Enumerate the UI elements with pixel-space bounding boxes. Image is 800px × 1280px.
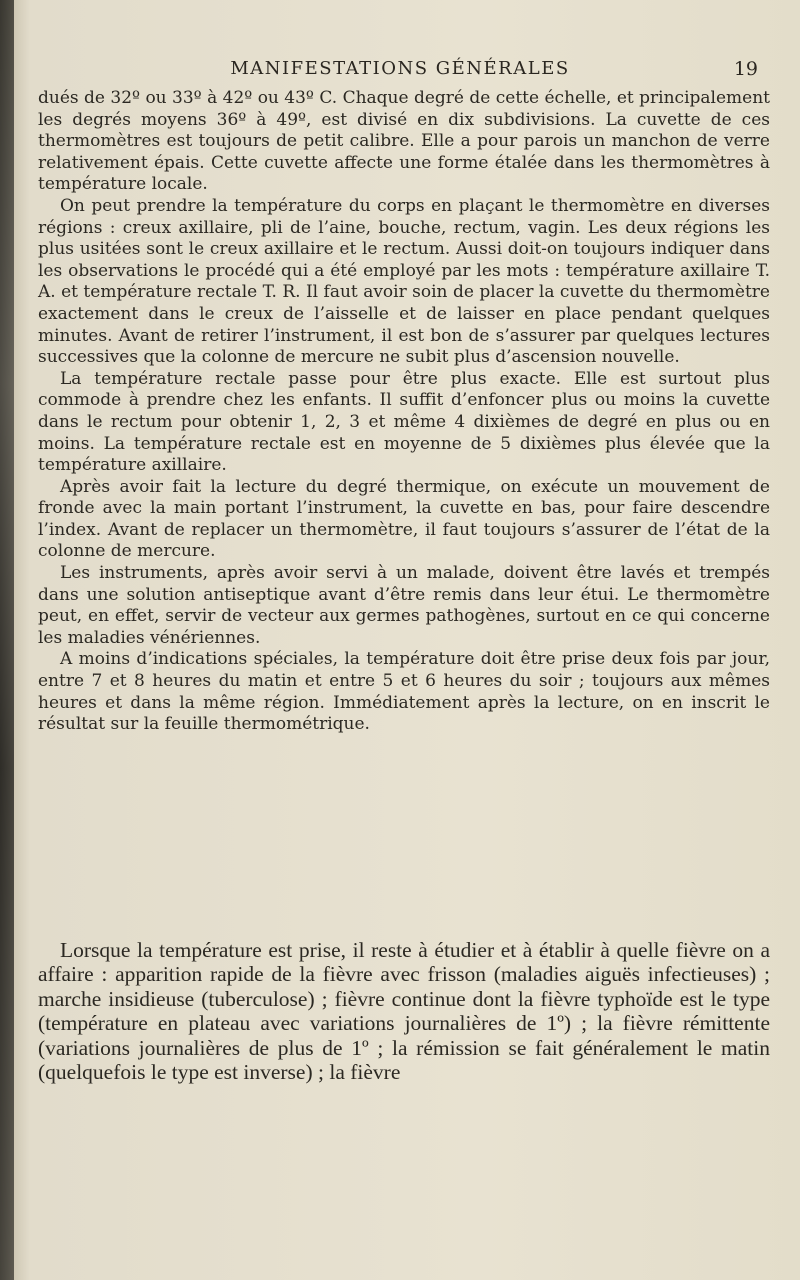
body-text-large	[38, 938, 770, 1084]
book-spine-shadow	[0, 0, 14, 1280]
body-text-small	[38, 88, 770, 736]
running-title: MANIFESTATIONS GÉNÉRALES	[230, 58, 570, 79]
paragraph: Après avoir fait la lecture du degré thermique, on exécute un mouvement de fronde avec la main portant l’instrument, la cuvette en bas, pour faire descendre l’index. Avant de replacer un thermomètre, il faut toujours s’assurer de l’état de la colonne de mercure.	[38, 476, 770, 562]
paragraph: Les instruments, après avoir servi à un malade, doivent être lavés et trempés dans une solution antiseptique avant d’être remis dans leur étui. Le thermomètre peut, en effet, servir de vecteur aux germes pathogènes, surtout en ce qui concerne les maladies vénériennes.	[38, 563, 770, 648]
paragraph: dués de 32º ou 33º à 42º ou 43º C. Chaque degré de cette échelle, et principalement les degrés moyens 36º à 49º, est divisé en dix subdivisions. La cuvette de ces thermomètres est toujours de petit calibre. Elle a pour parois un manchon de verre relativement épais. Cette cuvette affecte une forme étalée dans les thermomètres à température locale.	[38, 88, 770, 195]
paragraph: A moins d’indications spéciales, la température doit être prise deux fois par jour, entre 7 et 8 heures du matin et entre 5 et 6 heures du soir ; toujours aux mêmes heures et dans la même région. Immédiatement après la lecture, on en inscrit le résultat sur la feuille thermométrique.	[38, 649, 770, 735]
page-number: 19	[733, 58, 758, 80]
running-head	[38, 58, 762, 86]
paragraph: On peut prendre la température du corps en plaçant le thermomètre en diverses régions : creux axillaire, pli de l’aine, bouche, rectum, vagin. Les deux régions les plus usitées sont le creux axillaire et le rectum. Aussi doit-on toujours indiquer dans les observations le procédé qui a été employé par les mots : température axillaire T. A. et température rectale T. R. Il faut avoir soin de placer la cuvette du thermomètre exactement dans le creux de l’aisselle et de laisser en place pendant quelques minutes. Avant de retirer l’instrument, il est bon de s’assurer par quelques lectures successives que la colonne de mercure ne subit plus d’ascension nouvelle.	[38, 195, 770, 368]
paragraph: Lorsque la température est prise, il reste à étudier et à établir à quelle fièvre on a affaire : apparition rapide de la fièvre avec frisson (maladies aiguës infectieuses) ; marche insidieuse (tuberculose) ; fièvre continue dont la fièvre typhoïde est le type (température en plateau avec variations journalières de 1º) ; la fièvre rémittente (variations journalières de plus de 1º ; la rémission se fait généralement le matin (quelquefois le type est inverse) ; la fièvre	[38, 938, 770, 1085]
paragraph: La température rectale passe pour être plus exacte. Elle est surtout plus commode à prendre chez les enfants. Il suffit d’enfoncer plus ou moins la cuvette dans le rectum pour obtenir 1, 2, 3 et même 4 dixièmes de degré en plus ou en moins. La température rectale est en moyenne de 5 dixièmes plus élevée que la température axillaire.	[38, 368, 770, 476]
